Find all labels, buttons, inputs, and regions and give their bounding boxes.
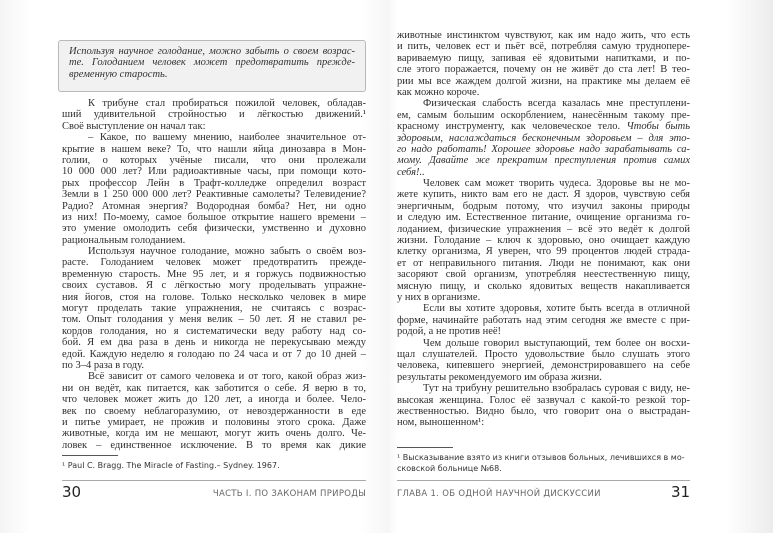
footnote: ¹ Paul C. Bragg. The Miracle of Fasting.– Sydney. 1967. [62,461,280,470]
text-line [62,349,366,360]
right-page [386,0,773,533]
text-line [62,292,366,303]
text-run: засоряют свой организм, употребляя неестественную пищу, [397,269,690,281]
text-line [62,337,366,348]
text-line [62,212,366,223]
text-run: К трибуне стал пробираться пожилой человек, обладав- [88,98,366,109]
text-run: у них в организме. [397,291,481,303]
page-number: 31 [671,483,691,501]
text-line [397,98,690,109]
text-line [397,189,690,200]
text-line [62,201,366,212]
text-run: человека, кипевшего энергией, демонстрировавшего на себе [397,360,690,372]
text-line [397,201,690,212]
text-run: рых профессор Лейн в Трафт-колледже определил возраст [62,177,366,189]
text-run: это умение омолодить себя физически, умственно и духовно [62,223,366,235]
text-line [62,189,366,200]
text-run: Физическая слабость всегда казалась мне преступлени- [423,98,690,110]
text-run: 10 000 000 лет? Или радиоактивные часы, при помощи кото- [62,166,366,178]
text-run: родой, а не против неё! [397,326,502,338]
text-line [397,383,690,394]
text-run: Используя научное голодание, можно забыть о своем возрас- [69,46,355,57]
text-run: жественностью. Видно было, что говорит она о выстрадан- [397,405,690,417]
italic-text-run: себя!.. [397,166,425,178]
text-line [62,269,366,280]
text-run: вариваемую пищу, запивая её ядовитыми напитками, и по- [397,52,690,64]
text-line [397,212,690,223]
text-run: ном, выношенном¹: [397,417,485,429]
text-line [397,121,690,132]
text-line [62,246,366,257]
text-run: жизни. Голодание – ключ к здоровью, оно очищает каждую [397,235,690,247]
text-run: и пить, человек ест и пьёт всё, потребляя самую трудноперe- [397,41,690,53]
text-line [397,53,690,64]
text-line [397,349,690,360]
text-run: щал слушателей. Просто удовольствие было слушать этого [397,348,690,360]
text-run: результаты рекомендуемого им образа жизни. [397,371,602,383]
text-run: Земли в 1 250 000 000 лет? Реактивные самолеты? Телевидение? [62,189,366,201]
text-line [62,326,366,337]
text-line [397,326,690,337]
text-run: – Какое, по вашему мнению, наиболее значительное от- [88,132,366,144]
text-run: животные инстинктом чувствуют, как им надо жить, что есть [397,30,690,41]
text-line [397,155,690,166]
text-run: по 3–4 раза в году. [62,359,144,371]
text-line [397,395,690,406]
text-run: клетку организма, Я уверен, что 99 процентов людей страда- [397,246,690,258]
text-line [397,235,690,246]
callout-box [58,40,366,92]
text-line [397,76,690,87]
text-run: временную старость. Мне 95 лет, и я горжусь подвижностью [62,268,366,280]
text-line [62,314,366,325]
text-run: как можно короче. [397,86,480,98]
text-line [397,110,690,121]
text-line [397,64,690,75]
italic-text-run: Чтобы быть [626,121,690,133]
text-run: рии мы все жаждем долгой жизни, на практике мы делаем её [397,75,690,87]
text-line [62,406,366,417]
text-line [397,372,690,383]
text-run: век по своему неблагоразумию, от невоздержанности в еде [62,405,366,417]
page-number: 30 [62,483,82,501]
footnote-divider [397,447,453,448]
right-body-text [397,30,690,429]
text-line [397,133,690,144]
text-run: ния йогов, стоя на голове. Только несколько человек в мире [62,291,366,303]
text-run: и питье умирает, не прожив и половины этого срока. Даже [62,416,366,428]
text-run: временную старость. [69,68,168,80]
italic-text-run: го надо работать! Хорошее здоровье надо зарабатывать са- [397,143,690,155]
text-run: бой. Я ем два раза в день и никогда не перекусываю между [62,337,366,349]
text-line [62,280,366,291]
text-line [397,167,690,178]
text-run: Если вы хотите здоровья, хотите быть всегда в отличной [423,303,690,315]
text-line [397,178,690,189]
text-line [397,417,690,428]
text-line [62,303,366,314]
running-title: ЧАСТЬ I. ПО ЗАКОНАМ ПРИРОДЫ [212,489,366,499]
text-line [62,155,366,166]
text-line [69,46,355,57]
footnote-divider [62,455,118,456]
footnote-line: сковской больнице №68. [397,464,502,473]
text-run: красному инструменту, как человеческое тело. [397,121,627,133]
text-run: животные, когда им не мешают, могут жить очень долго. Че- [62,428,366,440]
text-line [62,132,366,143]
text-run: кордов голодания, но я систематически веду работу над со- [62,325,366,337]
text-run: голии, о которых учёные писали, что они пролежали [62,154,366,166]
text-line [397,338,690,349]
text-line [62,178,366,189]
text-line [62,371,366,382]
text-run: что человек может жить до 120 лет, а иногда и более. Чело- [62,394,366,406]
text-line [62,428,366,439]
text-line [62,235,366,246]
footer-divider [397,480,690,481]
text-run: ловек – единственное исключение. В то время как дикие [62,439,366,451]
text-line [397,41,690,52]
text-run: Тут на трибуну решительно взобралась суровая с виду, не- [423,383,690,395]
text-line [397,30,690,41]
text-line [62,121,366,132]
text-run: ем, самым большим оскорблением, нанесённым такому пре- [397,109,690,121]
text-run: том. Опыт голодания у меня велик – 50 лет. Я не ставил ре- [62,314,366,326]
text-line [69,57,355,68]
footnote-line: ¹ Высказывание взято из книги отзывов больных, лечившихся в мо- [397,453,685,462]
text-line [69,69,355,80]
text-run: расте. Голоданием человек может предотвратить прежде- [62,257,366,269]
italic-text-run: мому. Давайте же прекратим преступления против самих [397,155,690,167]
text-run: Человек сам может творить чудеса. Здоровье вы не мо- [423,178,690,190]
text-line [397,406,690,417]
left-body-text [62,98,366,451]
text-run: энергичным, бодрым потому, что изучил законы природы [397,200,690,212]
text-run: из них! По-моему, самое большое открытие нашего времени – [62,211,366,223]
text-line [62,98,366,109]
text-run: ни он ведёт, как питается, как заботится о себе. Я верю в то, [62,382,366,394]
text-line [397,246,690,257]
text-line [62,394,366,405]
italic-text-run: здоровым, наслаждаться бесконечным здоровьем – для это- [397,132,690,144]
text-run: сле этого поражается, почему он не живёт до ста лет! В тео- [397,64,690,76]
text-line [62,257,366,268]
text-line [62,109,366,120]
text-line [397,224,690,235]
text-line [62,383,366,394]
text-line [62,440,366,451]
text-run: едой. Каждую неделю я голодаю по 24 часа и от 7 до 10 дней – [62,348,366,360]
left-page [0,0,386,533]
text-line [397,292,690,303]
text-run: Чем дольше говорил выступающий, тем более он восхи- [423,337,690,349]
text-line [62,144,366,155]
text-run: форме, начинайте работать над этим сегодня же вместе с при- [397,314,690,326]
text-run: Всё зависит от самого человека и от того, какой образ жиз- [88,371,366,383]
text-line [397,315,690,326]
text-run: Используя научное голодание, можно забыть о своём воз- [88,246,366,258]
text-run: лоданием, физические упражнения – всё это ведёт к долгой [397,223,690,235]
text-line [62,360,366,371]
text-run: высокая женщина. Голос её зазвучал с какой-то резкой тор- [397,394,690,406]
text-line [397,258,690,269]
text-run: мясную пищу, и сколько ядовитых веществ накапливается [397,280,690,292]
footer-divider [62,480,366,481]
text-run: могут проделать такие упражнения, не считаясь с возрас- [62,303,366,315]
text-run: Радио? Атомная энергия? Водородная бомба? Нет, ни одно [62,200,366,212]
text-run: ет от неправильного питания. Люди не понимают, как они [397,257,690,269]
text-line [397,87,690,98]
text-line [397,303,690,314]
text-line [62,417,366,428]
text-run: рациональным голоданием. [62,234,186,246]
text-line [397,144,690,155]
text-line [62,223,366,234]
running-title: ГЛАВА 1. ОБ ОДНОЙ НАУЧНОЙ ДИСКУССИИ [397,489,601,499]
text-line [397,360,690,371]
text-run: своих суставов. Я с лёгкостью могу проделывать упражне- [62,280,366,292]
text-line [397,269,690,280]
text-run: и следую им. Естественное питание, очищение организма го- [397,212,690,224]
text-run: жете купить, никто вам его не даст. Я здоров, чувствую себя [397,189,690,201]
text-run: Своё выступление он начал так: [62,120,206,132]
text-line [397,281,690,292]
text-line [62,166,366,177]
footnote [397,452,690,474]
text-run: крытие в нашем веке? То, что нашли яйца динозавра в Мон- [62,143,366,155]
text-run: ший удивительной стройностью и лёгкостью движений.¹ [62,109,366,121]
text-run: те. Голоданием человек может предотвратить прежде- [69,57,355,69]
